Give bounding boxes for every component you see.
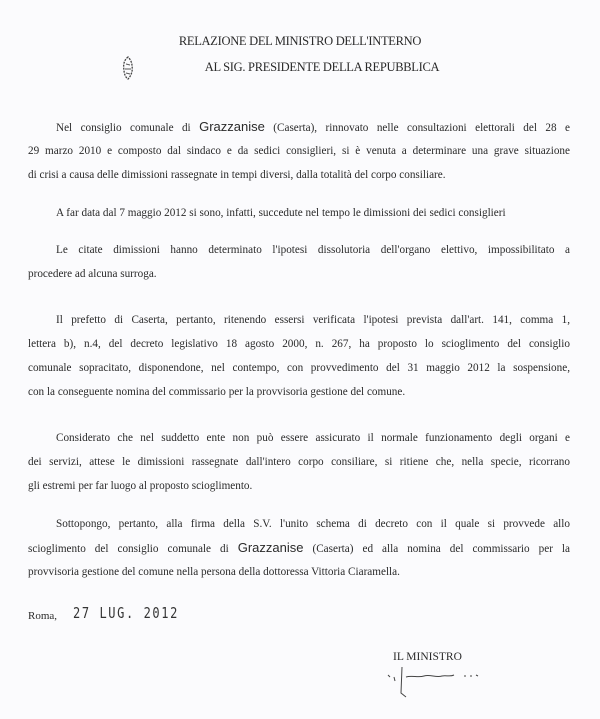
paragraph-line: Sottopongo, pertanto, alla firma della S.V. l'unito schema di decreto con il quale si provvede allo bbox=[56, 518, 570, 530]
paragraph-line: scioglimento del consiglio comunale di Grazzanise (Caserta) ed alla nomina del commissario per la bbox=[28, 540, 570, 555]
paragraph-line: gli estremi per far luogo al proposto scioglimento. bbox=[28, 480, 253, 492]
document-title: RELAZIONE DEL MINISTRO DELL'INTERNO bbox=[178, 34, 422, 48]
paragraph-line: comunale sopracitato, disponendone, nel contempo, con provvedimento del 31 maggio 2012 la sospensione, bbox=[28, 362, 570, 374]
paragraph-line: Il prefetto di Caserta, pertanto, ritenendo essersi verificata l'ipotesi prevista dall'art. 141, comma 1, bbox=[56, 314, 570, 326]
paragraph-line: dei servizi, attese le dimissioni rassegnate dall'intero corpo consiliare, si ritiene che, nella specie, ricorrano bbox=[28, 456, 570, 468]
paragraph-line: 29 marzo 2010 e composto dal sindaco e da sedici consiglieri, si è venuta a determinare una grave situazione bbox=[28, 145, 570, 157]
paragraph-line: lettera b), n.4, del decreto legislativo 18 agosto 2000, n. 267, ha proposto lo scioglimento del consiglio bbox=[28, 338, 570, 350]
paragraph-line: A far data dal 7 maggio 2012 si sono, infatti, succedute nel tempo le dimissioni dei sedici consiglieri bbox=[56, 207, 506, 219]
paragraph-line: Le citate dimissioni hanno determinato l'ipotesi dissolutoria dell'organo elettivo, impossibilitato a bbox=[56, 244, 570, 256]
paragraph-line: Considerato che nel suddetto ente non può essere assicurato il normale funzionamento degli organi e bbox=[56, 432, 570, 444]
document-addressee: AL SIG. PRESIDENTE DELLA REPUBBLICA bbox=[204, 60, 440, 74]
paragraph-line: provvisoria gestione del comune nella persona della dottoressa Vittoria Ciaramella. bbox=[28, 566, 400, 578]
paragraph-line: con la conseguente nomina del commissario per la provvisoria gestione del comune. bbox=[28, 386, 406, 398]
signature bbox=[380, 663, 490, 703]
date-stamp: 27 LUG. 2012 bbox=[73, 604, 179, 622]
paragraph-line: Nel consiglio comunale di Grazzanise (Caserta), rinnovato nelle consultazioni elettorali del 28 e bbox=[56, 119, 570, 134]
place-label: Roma, bbox=[28, 610, 58, 622]
signatory-title: IL MINISTRO bbox=[393, 651, 462, 663]
paragraph-line: di crisi a causa delle dimissioni rassegnate in tempi diversi, dalla totalità del corpo consiliare. bbox=[28, 169, 446, 181]
paragraph-line: procedere ad alcuna surroga. bbox=[28, 268, 157, 280]
